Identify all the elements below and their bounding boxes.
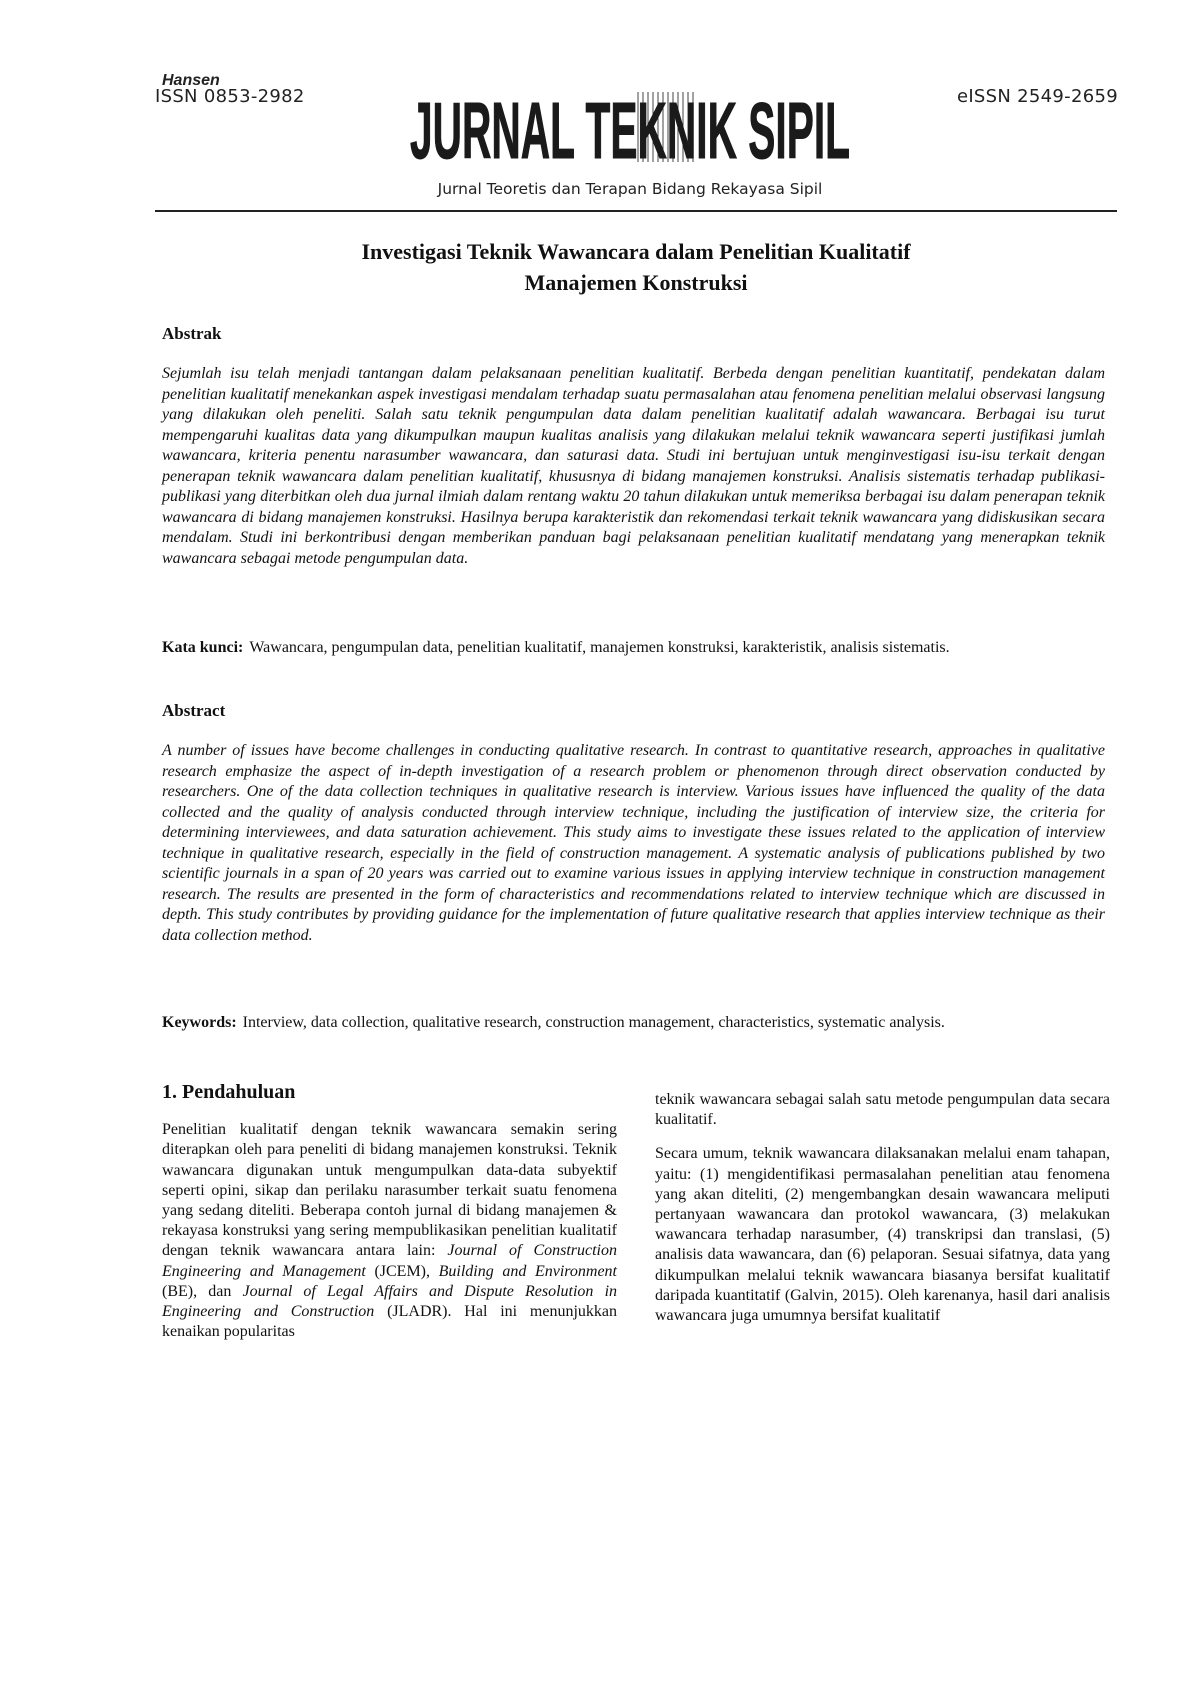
right-column <box>655 1090 1110 1340</box>
intro-heading: 1. Pendahuluan <box>162 1081 296 1103</box>
intro-paragraph-3: Secara umum, teknik wawancara dilaksanakan melalui enam tahapan, yaitu: (1) mengidentifikasi permasalahan penelitian atau fenomena yang akan diteliti, (2) mengembangkan desain wawancara meliputi pertanyaan wawancara dan protokol wawancara, (3) melakukan wawancara terhadap narasumber, (4) transkripsi dan translasi, (5) analisis data wawancara, dan (6) pelaporan. Sesuai sifatnya, data yang dikumpulkan melalui teknik wawancara biasanya bersifat kualitatif daripada kuantitatif (Galvin, 2015). Oleh karenanya, hasil dari analisis wawancara juga umumnya bersifat kualitatif <box>655 1145 1110 1325</box>
intro-paragraph-1: Penelitian kualitatif dengan teknik wawancara semakin sering diterapkan oleh para peneliti di bidang manajemen konstruksi. Teknik wawancara digunakan untuk mengumpulkan data-data subyektif seperti opini, sikap dan perilaku narasumber terkait suatu fenomena yang sedang diteliti. Beberapa contoh jurnal di bidang manajemen & rekayasa konstruksi yang sering mempublikasikan penelitian kualitatif dengan teknik wawancara antara lain: Journal of Construction Engineering and Management (JCEM), Building and Environment (BE), dan Journal of Legal Affairs and Dispute Resolution in Engineering and Construction (JLADR). Hal ini menunjukkan kenaikan popularitas <box>162 1121 618 1341</box>
intro-paragraph-2: teknik wawancara sebagai salah satu metode pengumpulan data secara kualitatif. <box>655 1091 1110 1129</box>
eissn: eISSN 2549-2659 <box>956 86 1118 107</box>
abstract-text: A number of issues have become challenges in conducting qualitative research. In contrast to quantitative research, approaches in qualitative research emphasize the aspect of in-depth investigation of a research problem or phenomenon through direct observation conducted by researchers. One of the data collection techniques in qualitative research is interview. Various issues have influenced the quality of the data collected and the quality of analysis conducted through interview technique, including the justification of interview size, the criteria for determining interviewees, and data saturation achievement. This study aims to investigate these issues related to the application of interview technique in qualitative research, especially in the field of construction management. A systematic analysis of publications published by two scientific journals in a span of 20 years was carried out to examine various issues in applying interview technique in construction management research. The results are presented in the form of characteristics and recommendations related to interview technique which are discussed in depth. This study contributes by providing guidance for the implementation of future qualitative research that applies interview technique as their data collection method. <box>162 742 1105 944</box>
journal-logo <box>410 88 860 168</box>
title-line-2: Manajemen Konstruksi <box>524 270 748 295</box>
kata-kunci-text: Wawancara, pengumpulan data, penelitian kualitatif, manajemen konstruksi, karakteristik, analisis sistematis. <box>249 639 950 656</box>
header-divider <box>155 210 1117 212</box>
running-author: Hansen <box>162 72 220 89</box>
paper-title <box>155 236 1117 298</box>
abstract-heading: Abstract <box>162 701 226 720</box>
journal-be: Building and Environment <box>438 1262 618 1280</box>
abstrak-text: Sejumlah isu telah menjadi tantangan dalam pelaksanaan penelitian kualitatif. Berbeda dengan penelitian kuantitatif, pendekatan dalam penelitian kualitatif menekankan aspek investigasi mendalam terhadap suatu permasalahan atau fenomena penelitian melalui observasi langsung yang dilakukan oleh peneliti. Salah satu teknik pengumpulan data dalam penelitian kualitatif adalah wawancara. Berbagai isu turut mempengaruhi kualitas data yang dikumpulkan maupun kualitas analisis yang dilakukan melalui teknik wawancara seperti justifikasi jumlah wawancara, kriteria penentu narasumber wawancara, dan saturasi data. Studi ini bertujuan untuk menginvestigasi isu-isu terkait dengan penerapan teknik wawancara dalam penelitian kualitatif, khususnya di bidang manajemen konstruksi. Analisis sistematis terhadap publikasi-publikasi yang diterbitkan oleh dua jurnal ilmiah dalam rentang waktu 20 tahun dilakukan untuk memeriksa berbagai isu dalam penerapan teknik wawancara di bidang manajemen konstruksi. Hasilnya berupa karakteristik dan rekomendasi terkait teknik wawancara yang didiskusikan secara mendalam. Studi ini berkontribusi dengan memberikan panduan bagi pelaksanaan penelitian kualitatif mendatang yang menerapkan teknik wawancara sebagai metode pengumpulan data. <box>162 365 1105 567</box>
kata-kunci-label: Kata kunci: <box>162 639 244 656</box>
keywords-label: Keywords: <box>162 1014 237 1031</box>
keywords-text: Interview, data collection, qualitative research, construction management, characteristics, systematic analysis. <box>242 1014 945 1031</box>
journal-subtitle: Jurnal Teoretis dan Terapan Bidang Rekayasa Sipil <box>437 180 823 198</box>
keywords <box>162 1012 1105 1033</box>
kata-kunci <box>162 637 1105 658</box>
left-column <box>162 1082 617 1356</box>
abstrak-heading: Abstrak <box>162 324 222 343</box>
journal-jladr: Journal of Legal Affairs and Dispute Resolution in Engineering and Construction <box>162 1282 618 1321</box>
logo-text: JURNAL TEKNIK SIPIL <box>410 88 850 168</box>
title-line-1: Investigasi Teknik Wawancara dalam Penelitian Kualitatif <box>361 239 911 264</box>
issn: ISSN 0853-2982 <box>155 86 305 107</box>
journal-jcem: Journal of Construction Engineering and Management <box>162 1242 617 1280</box>
